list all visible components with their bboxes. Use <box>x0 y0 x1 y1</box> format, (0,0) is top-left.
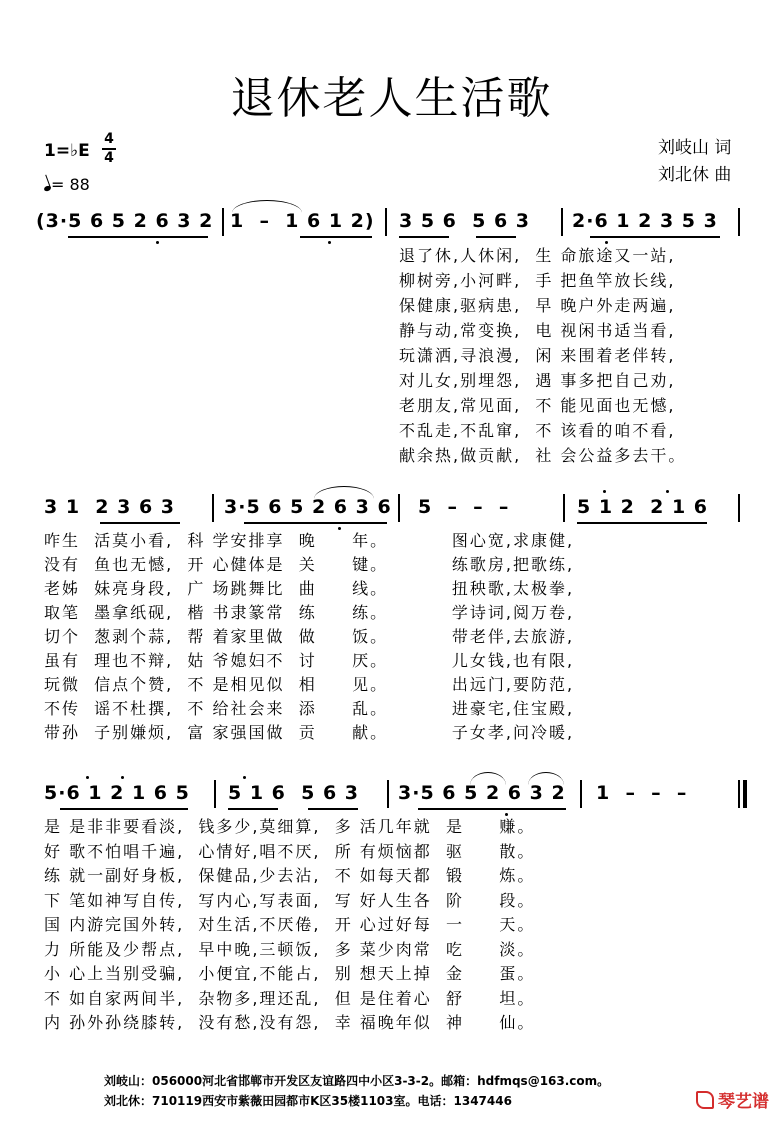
barline <box>222 208 224 236</box>
site-logo[interactable] <box>696 1087 769 1112</box>
measure-1-2: 1 – 1 6 1 2) <box>230 210 375 232</box>
measure-3-1: 5·6 1 2 1 6 5 <box>44 782 190 804</box>
low-octave-dot <box>156 241 159 244</box>
barline <box>212 494 214 522</box>
measure-2-3: 5 – – – <box>418 496 510 518</box>
lyrics-block-1 <box>399 243 686 468</box>
tie-arc <box>314 486 374 499</box>
measure-3-3: 3·5 6 5 2 6 3 2 <box>398 782 566 804</box>
tie-arc <box>232 200 302 213</box>
low-octave-dot <box>328 241 331 244</box>
underline-eighth <box>308 808 358 810</box>
lyric-line: 切个 葱剥个蒜, 帮 着家里做 做 饭。 带老伴,去旅游, <box>44 627 575 646</box>
underline-eighth <box>418 808 566 810</box>
lyric-line: 不 如自家两间半, 杂物多,理还乱, 但 是住着心 舒 坦。 <box>44 988 536 1008</box>
time-signature <box>102 132 116 166</box>
tie-arc <box>528 772 564 785</box>
underline-eighth <box>476 236 516 238</box>
final-barline-thick <box>743 780 747 808</box>
measure-3-2: 5 1 6 5 6 3 <box>228 782 360 804</box>
meter-top: 4 <box>104 131 114 147</box>
lyrics-block-3 <box>44 815 535 1036</box>
measure-1-3: 3 5 6 5 6 3 <box>399 210 531 232</box>
lyric-line: 虽有 理也不辩, 姑 爷媳妇不 讨 厌。 儿女钱,也有限, <box>44 651 575 670</box>
final-barline-thin <box>738 780 740 808</box>
lyric-line: 没有 鱼也无憾, 开 心健体是 关 键。 练歌房,把歌练, <box>44 555 575 574</box>
measure-2-1: 3 1 2 3 6 3 <box>44 496 176 518</box>
barline <box>398 494 400 522</box>
underline-eighth <box>100 522 180 524</box>
underline-eighth <box>228 808 278 810</box>
tempo-value: = 88 <box>51 175 90 194</box>
composer-credit: 刘北休 曲 <box>658 165 732 185</box>
lyric-line: 下 笔如神写自传, 写内心,写表面, 写 好人生各 阶 段。 <box>44 890 536 910</box>
lyric-line: 内 孙外孙绕膝转, 没有愁,没有怨, 幸 福晚年似 神 仙。 <box>44 1013 536 1032</box>
barline <box>214 780 216 808</box>
footer-contact-composer: 刘北休：710119西安市紫薇田园都市K区35楼1103室。电话：1347446 <box>104 1094 512 1108</box>
key-signature: 1=♭E <box>44 141 90 161</box>
footer-contact-lyricist: 刘岐山：056000河北省邯郸市开发区友谊路四中小区3-3-2。邮箱：hdfmqs@163.com。 <box>104 1074 610 1088</box>
lyric-line: 力 所能及少帮点, 早中晚,三顿饭, 多 菜少肉常 吃 淡。 <box>44 939 536 959</box>
high-octave-dot <box>86 776 89 779</box>
underline-eighth <box>60 808 188 810</box>
measure-3-4: 1 – – – <box>596 782 688 804</box>
barline <box>580 780 582 808</box>
lyric-line: 老姊 妹亮身段, 广 场跳舞比 曲 线。 扭秧歌,太极拳, <box>44 579 575 598</box>
high-octave-dot <box>666 490 669 493</box>
measure-2-4: 5 1 2 2 1 6 <box>577 496 709 518</box>
lyric-line: 咋生 活莫小看, 科 学安排享 晚 年。 图心宽,求康健, <box>44 531 575 550</box>
underline-eighth <box>590 236 720 238</box>
barline <box>561 208 563 236</box>
lyric-line: 退了休,人休闲, 生 命旅途又一站, <box>399 246 676 265</box>
underline-eighth <box>399 236 449 238</box>
lyric-line: 国 内游完国外转, 对生活,不厌倦, 开 心过好每 一 天。 <box>44 915 536 934</box>
barline <box>738 494 740 522</box>
lyric-line: 老朋友,常见面, 不 能见面也无憾, <box>399 396 676 415</box>
underline-eighth <box>577 522 707 524</box>
lyric-line: 小 心上当别受骗, 小便宜,不能占, 别 想天上掉 金 蛋。 <box>44 964 536 983</box>
underline-eighth <box>68 236 208 238</box>
tie-arc <box>470 772 506 785</box>
high-octave-dot <box>603 490 606 493</box>
measure-2-2: 3·5 6 5 2 6 3 6 <box>224 496 392 518</box>
lyric-line: 是 是非非要看淡, 钱多少,莫细算, 多 活几年就 是 赚。 <box>44 817 536 836</box>
lyric-line: 静与动,常变换, 电 视闲书适当看, <box>399 321 676 340</box>
lyric-line: 练 就一副好身板, 保健品,少去沾, 不 如每天都 锻 炼。 <box>44 866 536 885</box>
underline-eighth <box>244 522 387 524</box>
logo-mark-icon <box>696 1091 714 1109</box>
lyric-line: 献余热,做贡献, 社 会公益多去干。 <box>399 446 687 465</box>
barline <box>738 208 740 236</box>
logo-text: 琴艺谱 <box>718 1092 769 1112</box>
meter-bottom: 4 <box>104 150 114 166</box>
high-octave-dot <box>243 776 246 779</box>
lyric-line: 保健康,驱病患, 早 晚户外走两遍, <box>399 296 676 315</box>
measure-1-1: (3·5 6 5 2 6 3 2 <box>36 210 214 232</box>
barline <box>387 780 389 808</box>
lyric-line: 柳树旁,小河畔, 手 把鱼竿放长线, <box>399 271 676 290</box>
barline <box>563 494 565 522</box>
lyrics-block-2 <box>44 529 574 745</box>
high-octave-dot <box>121 776 124 779</box>
tempo-mark <box>44 175 90 194</box>
lyric-line: 取笔 墨拿纸砚, 楷 书隶篆常 练 练。 学诗词,阅万卷, <box>44 603 575 622</box>
lyric-line: 好 歌不怕唱千遍, 心情好,唱不厌, 所 有烦恼都 驱 散。 <box>44 841 536 861</box>
page-title: 退休老人生活歌 <box>230 73 553 124</box>
lyric-line: 玩微 信点个赞, 不 是相见似 相 见。 出远门,要防范, <box>44 675 575 694</box>
lyric-line: 玩潇洒,寻浪漫, 闲 来围着老伴转, <box>399 346 676 365</box>
lyric-line: 不乱走,不乱窜, 不 该看的咱不看, <box>399 421 676 440</box>
underline-eighth <box>300 236 372 238</box>
lyricist-credit: 刘岐山 词 <box>658 138 732 158</box>
barline <box>385 208 387 236</box>
measure-1-4: 2·6 1 2 3 5 3 <box>572 210 718 232</box>
lyric-line: 对儿女,别埋怨, 遇 事多把自己劝, <box>399 371 676 390</box>
lyric-line: 带孙 子别嫌烦, 富 家强国做 贡 献。 子女孝,问冷暖, <box>44 723 575 742</box>
lyric-line: 不传 谣不杜撰, 不 给社会来 添 乱。 进豪宅,住宝殿, <box>44 699 575 718</box>
